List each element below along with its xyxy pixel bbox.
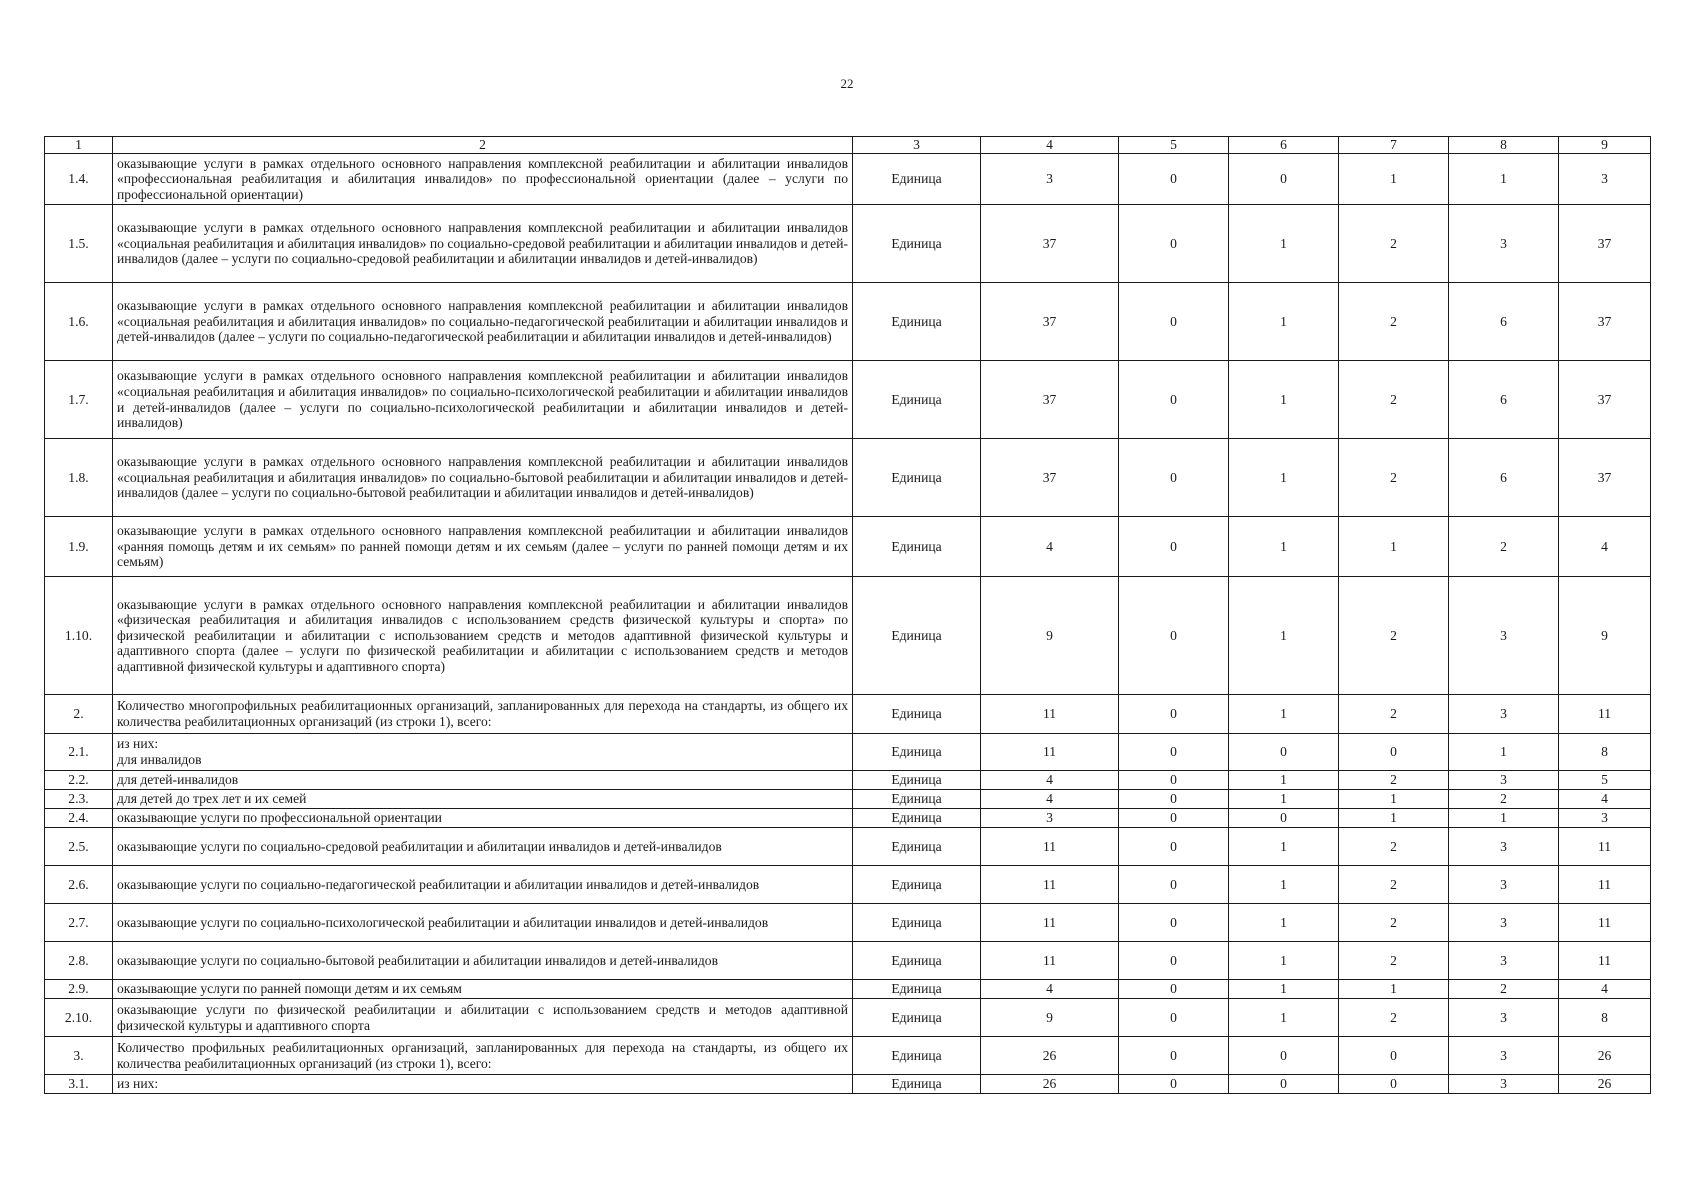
row-unit: Единица	[853, 771, 981, 790]
row-value-col6: 1	[1229, 942, 1339, 980]
row-value-col9: 8	[1559, 999, 1651, 1037]
row-value-col4: 4	[981, 980, 1119, 999]
row-value-col8-text: 6	[1500, 313, 1507, 329]
row-value-col6: 1	[1229, 439, 1339, 517]
row-unit: Единица	[853, 517, 981, 577]
row-number: 2.5.	[45, 828, 113, 866]
column-number-row	[45, 137, 1651, 154]
row-value-col7: 1	[1339, 809, 1449, 828]
row-value-col6: 0	[1229, 734, 1339, 771]
row-value-col4: 4	[981, 790, 1119, 809]
row-value-col8: 3	[1449, 205, 1559, 283]
row-unit: Единица	[853, 734, 981, 771]
column-number: 9	[1559, 137, 1651, 154]
row-unit: Единица	[853, 695, 981, 734]
row-value-col5: 0	[1119, 771, 1229, 790]
row-value-col7: 1	[1339, 517, 1449, 577]
row-value-col6: 1	[1229, 577, 1339, 695]
row-value-col8: 3	[1449, 904, 1559, 942]
row-value-col8: 3	[1449, 999, 1559, 1037]
table-row	[45, 771, 1651, 790]
row-unit: Единица	[853, 283, 981, 361]
row-description: Количество профильных реабилитационных организаций, запланированных для перехода на стандарты, из общего их количества реабилитационных организаций (из строки 1), всего:	[113, 1037, 853, 1075]
row-value-col7: 2	[1339, 577, 1449, 695]
row-value-col6: 1	[1229, 790, 1339, 809]
row-value-col9: 9	[1559, 577, 1651, 695]
row-value-col5: 0	[1119, 866, 1229, 904]
row-number: 1.10.	[45, 577, 113, 695]
row-value-col6: 0	[1229, 154, 1339, 205]
row-value-col6: 1	[1229, 361, 1339, 439]
row-value-col7: 1	[1339, 790, 1449, 809]
row-value-col4: 4	[981, 517, 1119, 577]
row-value-col9: 37	[1559, 439, 1651, 517]
table-row	[45, 439, 1651, 517]
row-value-col5: 0	[1119, 154, 1229, 205]
row-number: 2.9.	[45, 980, 113, 999]
row-description: оказывающие услуги по профессиональной ориентации	[113, 809, 853, 828]
row-number: 2.2.	[45, 771, 113, 790]
row-value-col7: 1	[1339, 154, 1449, 205]
row-value-col5: 0	[1119, 1037, 1229, 1075]
row-number: 2.3.	[45, 790, 113, 809]
table-row	[45, 517, 1651, 577]
row-value-col6: 0	[1229, 809, 1339, 828]
table-row	[45, 1075, 1651, 1094]
row-value-col8: 1	[1449, 734, 1559, 771]
row-value-col5: 0	[1119, 790, 1229, 809]
row-unit: Единица	[853, 809, 981, 828]
row-value-col9: 11	[1559, 828, 1651, 866]
row-value-col9: 8	[1559, 734, 1651, 771]
table-row	[45, 866, 1651, 904]
row-value-col5: 0	[1119, 999, 1229, 1037]
row-number: 2.	[45, 695, 113, 734]
table-row	[45, 205, 1651, 283]
row-description: оказывающие услуги в рамках отдельного основного направления комплексной реабилитации и абилитации инвалидов «профессиональная реабилитация и абилитация инвалидов» по профессиональной ориентации (далее – услуги по профессиональной ориентации)	[113, 154, 853, 205]
row-value-col9: 3	[1559, 154, 1651, 205]
table-row	[45, 361, 1651, 439]
column-number: 5	[1119, 137, 1229, 154]
row-value-col8: 3	[1449, 828, 1559, 866]
row-value-col9: 37	[1559, 361, 1651, 439]
row-value-col4: 11	[981, 866, 1119, 904]
row-value-col9: 11	[1559, 904, 1651, 942]
row-value-col8: 3	[1449, 866, 1559, 904]
column-number: 6	[1229, 137, 1339, 154]
row-description: для детей-инвалидов	[113, 771, 853, 790]
row-value-col7: 2	[1339, 439, 1449, 517]
row-value-col5: 0	[1119, 283, 1229, 361]
row-description: оказывающие услуги в рамках отдельного основного направления комплексной реабилитации и абилитации инвалидов «социальная реабилитация и абилитация инвалидов» по социально-психологической реабилитации и абилитации инвалидов и детей-инвалидов (далее – услуги по социально-психологической реабилитации и абилитации инвалидов и детей-инвалидов)	[113, 361, 853, 439]
row-number: 2.4.	[45, 809, 113, 828]
row-number: 2.10.	[45, 999, 113, 1037]
table-body	[45, 137, 1651, 1094]
row-description: оказывающие услуги в рамках отдельного основного направления комплексной реабилитации и абилитации инвалидов «социальная реабилитация и абилитация инвалидов» по социально-бытовой реабилитации и абилитации инвалидов и детей-инвалидов (далее – услуги по социально-бытовой реабилитации и абилитации инвалидов и детей-инвалидов)	[113, 439, 853, 517]
row-value-col5: 0	[1119, 980, 1229, 999]
row-value-col7: 2	[1339, 283, 1449, 361]
row-description: из них: для инвалидов	[113, 734, 853, 771]
column-number: 4	[981, 137, 1119, 154]
row-unit: Единица	[853, 828, 981, 866]
row-value-col6: 1	[1229, 283, 1339, 361]
table-row	[45, 734, 1651, 771]
row-unit: Единица	[853, 942, 981, 980]
row-value-col8: 6	[1449, 361, 1559, 439]
row-value-col4: 11	[981, 695, 1119, 734]
row-description: оказывающие услуги по социально-психологической реабилитации и абилитации инвалидов и детей-инвалидов	[113, 904, 853, 942]
row-description: оказывающие услуги по социально-средовой реабилитации и абилитации инвалидов и детей-инвалидов	[113, 828, 853, 866]
row-value-col8: 3	[1449, 1037, 1559, 1075]
row-value-col6: 1	[1229, 695, 1339, 734]
row-value-col7: 1	[1339, 980, 1449, 999]
row-value-col5: 0	[1119, 809, 1229, 828]
row-value-col5: 0	[1119, 828, 1229, 866]
row-value-col8: 3	[1449, 942, 1559, 980]
row-value-col8	[1449, 283, 1559, 361]
row-description: оказывающие услуги в рамках отдельного основного направления комплексной реабилитации и абилитации инвалидов «физическая реабилитация и абилитация инвалидов с использованием средств физической культуры и спорта» по физической реабилитации и абилитации с использованием средств и методов адаптивной физической культуры и адаптивного спорта (далее – услуги по физической реабилитации и абилитации с использованием средств и методов адаптивной физической культуры и адаптивного спорта)	[113, 577, 853, 695]
row-value-col7: 0	[1339, 1037, 1449, 1075]
row-value-col5: 0	[1119, 439, 1229, 517]
row-unit: Единица	[853, 577, 981, 695]
row-unit: Единица	[853, 361, 981, 439]
row-unit: Единица	[853, 866, 981, 904]
row-value-col9: 37	[1559, 283, 1651, 361]
column-number: 3	[853, 137, 981, 154]
row-value-col4: 26	[981, 1037, 1119, 1075]
row-value-col4: 9	[981, 999, 1119, 1037]
row-description: оказывающие услуги в рамках отдельного основного направления комплексной реабилитации и абилитации инвалидов «ранняя помощь детям и их семьям» по ранней помощи детям и их семьям (далее – услуги по ранней помощи детям и их семьям)	[113, 517, 853, 577]
row-value-col5: 0	[1119, 942, 1229, 980]
row-value-col4: 11	[981, 942, 1119, 980]
row-value-col8: 1	[1449, 154, 1559, 205]
row-value-col4: 4	[981, 771, 1119, 790]
row-value-col8: 3	[1449, 695, 1559, 734]
row-unit: Единица	[853, 154, 981, 205]
row-value-col6: 1	[1229, 980, 1339, 999]
row-value-col5: 0	[1119, 205, 1229, 283]
row-value-col8: 3	[1449, 577, 1559, 695]
row-value-col6: 1	[1229, 999, 1339, 1037]
row-number: 3.	[45, 1037, 113, 1075]
row-number: 1.5.	[45, 205, 113, 283]
row-number: 1.8.	[45, 439, 113, 517]
column-number: 1	[45, 137, 113, 154]
row-number: 1.4.	[45, 154, 113, 205]
row-value-col9: 4	[1559, 980, 1651, 999]
row-unit: Единица	[853, 904, 981, 942]
row-value-col9: 37	[1559, 205, 1651, 283]
row-unit: Единица	[853, 1037, 981, 1075]
row-unit: Единица	[853, 205, 981, 283]
row-description: для детей до трех лет и их семей	[113, 790, 853, 809]
row-value-col7: 2	[1339, 999, 1449, 1037]
row-description: оказывающие услуги по социально-педагогической реабилитации и абилитации инвалидов и детей-инвалидов	[113, 866, 853, 904]
row-value-col7: 2	[1339, 695, 1449, 734]
row-number: 2.8.	[45, 942, 113, 980]
row-value-col8: 2	[1449, 790, 1559, 809]
row-value-col4: 9	[981, 577, 1119, 695]
row-value-col7: 2	[1339, 771, 1449, 790]
row-description: оказывающие услуги в рамках отдельного основного направления комплексной реабилитации и абилитации инвалидов «социальная реабилитация и абилитация инвалидов» по социально-средовой реабилитации и абилитации инвалидов и детей-инвалидов (далее – услуги по социально-средовой реабилитации и абилитации инвалидов и детей-инвалидов)	[113, 205, 853, 283]
row-description: оказывающие услуги в рамках отдельного основного направления комплексной реабилитации и абилитации инвалидов «социальная реабилитация и абилитация инвалидов» по социально-педагогической реабилитации и абилитации инвалидов и детей-инвалидов (далее – услуги по социально-педагогической реабилитации и абилитации инвалидов и детей-инвалидов)	[113, 283, 853, 361]
row-value-col6: 1	[1229, 866, 1339, 904]
table-row	[45, 154, 1651, 205]
column-number: 7	[1339, 137, 1449, 154]
row-value-col6: 1	[1229, 205, 1339, 283]
row-value-col4: 37	[981, 439, 1119, 517]
row-value-col5: 0	[1119, 1075, 1229, 1094]
row-description: Количество многопрофильных реабилитационных организаций, запланированных для перехода на стандарты, из общего их количества реабилитационных организаций (из строки 1), всего:	[113, 695, 853, 734]
row-number: 3.1.	[45, 1075, 113, 1094]
row-unit: Единица	[853, 1075, 981, 1094]
row-value-col8: 3	[1449, 1075, 1559, 1094]
row-value-col9: 26	[1559, 1075, 1651, 1094]
row-value-col4: 37	[981, 205, 1119, 283]
row-description: из них:	[113, 1075, 853, 1094]
row-number: 1.6.	[45, 283, 113, 361]
table-row	[45, 695, 1651, 734]
table-row	[45, 577, 1651, 695]
row-value-col5: 0	[1119, 517, 1229, 577]
row-value-col4: 3	[981, 154, 1119, 205]
row-value-col9: 4	[1559, 517, 1651, 577]
row-value-col7: 2	[1339, 361, 1449, 439]
row-value-col5: 0	[1119, 734, 1229, 771]
row-value-col6: 1	[1229, 904, 1339, 942]
row-description: оказывающие услуги по социально-бытовой реабилитации и абилитации инвалидов и детей-инвалидов	[113, 942, 853, 980]
row-value-col4: 3	[981, 809, 1119, 828]
row-value-col7: 2	[1339, 205, 1449, 283]
page-number: 22	[840, 76, 854, 91]
table-row	[45, 828, 1651, 866]
row-value-col8: 1	[1449, 809, 1559, 828]
row-value-col7: 0	[1339, 1075, 1449, 1094]
row-value-col4: 11	[981, 904, 1119, 942]
row-value-col9: 11	[1559, 866, 1651, 904]
row-value-col8: 2	[1449, 517, 1559, 577]
row-description: оказывающие услуги по физической реабилитации и абилитации с использованием средств и методов адаптивной физической культуры и адаптивного спорта	[113, 999, 853, 1037]
row-number: 1.7.	[45, 361, 113, 439]
row-value-col7: 2	[1339, 904, 1449, 942]
row-value-col5: 0	[1119, 695, 1229, 734]
row-value-col4: 26	[981, 1075, 1119, 1094]
row-value-col9: 11	[1559, 942, 1651, 980]
row-unit: Единица	[853, 980, 981, 999]
row-value-col6: 1	[1229, 828, 1339, 866]
row-value-col5: 0	[1119, 577, 1229, 695]
row-number: 2.6.	[45, 866, 113, 904]
column-number: 2	[113, 137, 853, 154]
row-number: 2.7.	[45, 904, 113, 942]
row-value-col9: 5	[1559, 771, 1651, 790]
row-unit: Единица	[853, 790, 981, 809]
row-unit: Единица	[853, 999, 981, 1037]
row-value-col8: 6	[1449, 439, 1559, 517]
table-row	[45, 904, 1651, 942]
row-value-col7: 2	[1339, 942, 1449, 980]
row-value-col6: 0	[1229, 1075, 1339, 1094]
row-value-col6: 0	[1229, 1037, 1339, 1075]
table-row	[45, 1037, 1651, 1075]
row-number: 1.9.	[45, 517, 113, 577]
row-value-col7: 0	[1339, 734, 1449, 771]
row-value-col5: 0	[1119, 904, 1229, 942]
table-row	[45, 999, 1651, 1037]
statistics-table	[44, 136, 1651, 1094]
row-value-col9: 26	[1559, 1037, 1651, 1075]
row-value-col4: 11	[981, 828, 1119, 866]
row-value-col7: 2	[1339, 828, 1449, 866]
row-value-col9: 4	[1559, 790, 1651, 809]
row-value-col9: 11	[1559, 695, 1651, 734]
row-value-col4: 37	[981, 283, 1119, 361]
row-value-col4: 11	[981, 734, 1119, 771]
row-value-col6: 1	[1229, 771, 1339, 790]
table-row	[45, 980, 1651, 999]
row-value-col5: 0	[1119, 361, 1229, 439]
row-value-col4: 37	[981, 361, 1119, 439]
table-row	[45, 283, 1651, 361]
row-description: оказывающие услуги по ранней помощи детям и их семьям	[113, 980, 853, 999]
table-row	[45, 942, 1651, 980]
table-row	[45, 790, 1651, 809]
row-value-col6: 1	[1229, 517, 1339, 577]
row-value-col9: 3	[1559, 809, 1651, 828]
row-number: 2.1.	[45, 734, 113, 771]
row-value-col8: 2	[1449, 980, 1559, 999]
row-unit: Единица	[853, 439, 981, 517]
table-row	[45, 809, 1651, 828]
column-number: 8	[1449, 137, 1559, 154]
row-value-col7: 2	[1339, 866, 1449, 904]
row-value-col8: 3	[1449, 771, 1559, 790]
